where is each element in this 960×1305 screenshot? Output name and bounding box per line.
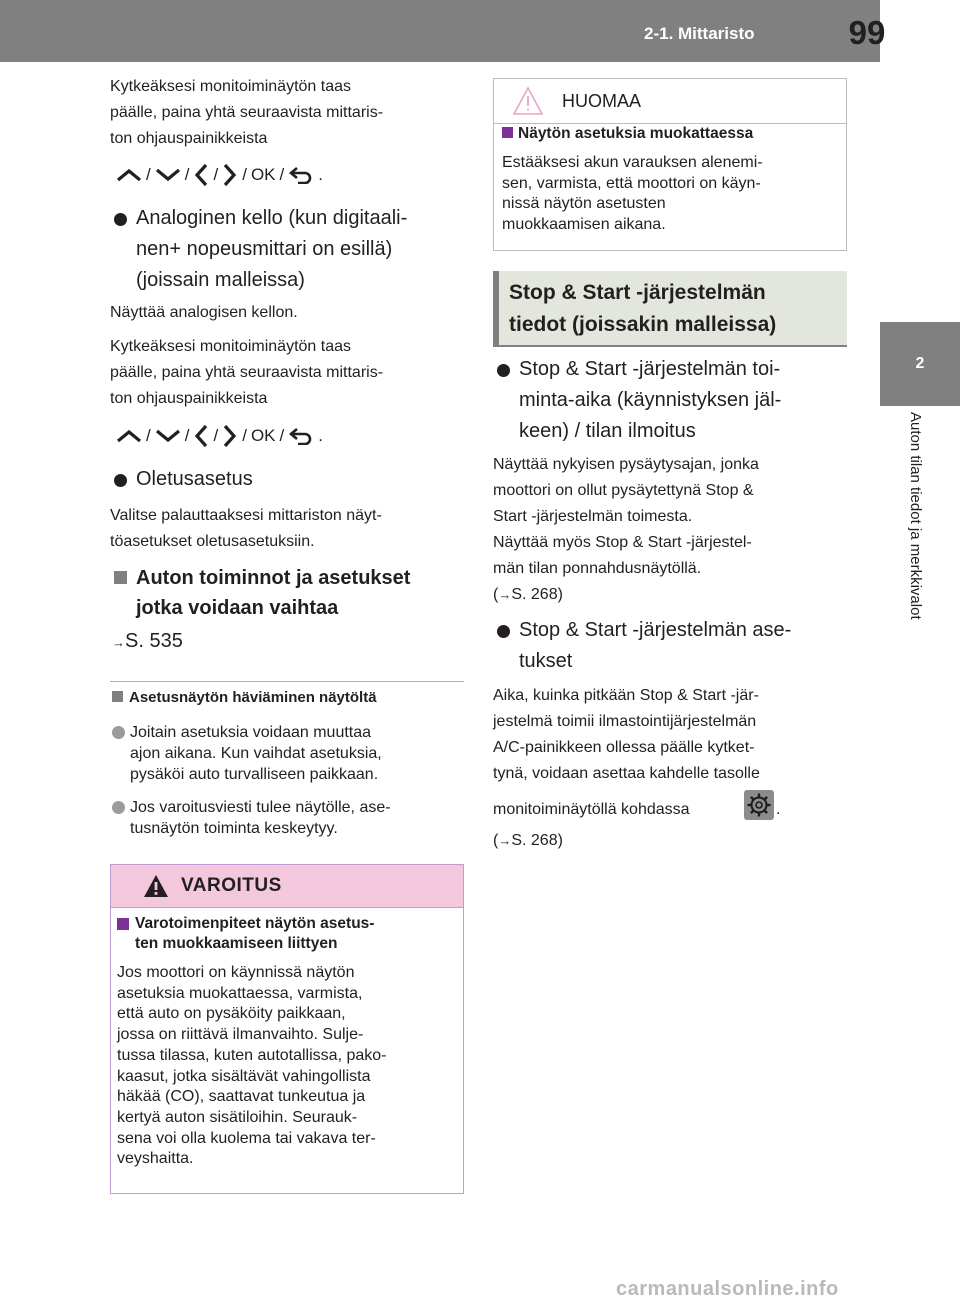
paragraph-analog: Näyttää analogisen kellon. bbox=[110, 304, 298, 321]
text-line: muokkaamisen aikana. bbox=[502, 215, 666, 233]
text-line: moottori on ollut pysäytettynä Stop & bbox=[493, 482, 754, 499]
reference-link[interactable]: (→S. 268) bbox=[493, 586, 563, 603]
text-line: häkää (CO), saattavat tunkeutua ja bbox=[117, 1088, 366, 1106]
chevron-right-icon bbox=[222, 163, 238, 187]
text-line: ton ohjauspainikkeista bbox=[110, 390, 268, 407]
chapter-title-vertical bbox=[904, 412, 930, 692]
text-line: Jos varoitusviesti tulee näytölle, ase- bbox=[130, 799, 391, 816]
reference-text: S. 268 bbox=[511, 832, 558, 849]
text-line: nen+ nopeusmittari on esillä) bbox=[136, 238, 393, 260]
paragraph-stop-start-settings bbox=[493, 683, 845, 787]
sub-heading-functions bbox=[112, 563, 462, 623]
text-line: monitoiminäytöllä kohdassa bbox=[493, 801, 690, 818]
text-line: pysäköi auto turvalliseen paikkaan. bbox=[130, 766, 379, 783]
text-line: tiedot (joissakin malleissa) bbox=[509, 313, 777, 336]
text-line: sena voi olla kuolema tai vakava ter- bbox=[117, 1129, 376, 1147]
text-line: sen, varmista, että moottori on käyn- bbox=[502, 174, 761, 192]
reference-text: S. 535 bbox=[125, 630, 183, 652]
paragraph-stop-start-time bbox=[493, 452, 845, 608]
text-line: tusnäytön toiminta keskeytyy. bbox=[130, 820, 338, 837]
text-line: töasetukset oletusasetuksiin. bbox=[110, 533, 315, 550]
note-item-1 bbox=[112, 722, 464, 785]
separator: / bbox=[279, 426, 285, 445]
separator: / bbox=[242, 165, 247, 184]
square-bullet bbox=[502, 127, 513, 138]
text-line: tukset bbox=[519, 650, 573, 672]
reference-link[interactable] bbox=[112, 630, 183, 653]
text-line: jestelmä toimii ilmastointijärjestelmän bbox=[493, 713, 757, 730]
gear-icon bbox=[744, 790, 774, 820]
heading-underline bbox=[493, 345, 847, 347]
text-line: män tilan ponnahdusnäytöllä. bbox=[493, 560, 702, 577]
text-line: minta-aika (käynnistyksen jäl- bbox=[519, 389, 782, 411]
text-line: Start -järjestelmän toimesta. bbox=[493, 508, 693, 525]
chevron-down-icon bbox=[155, 429, 181, 443]
separator: / bbox=[146, 165, 151, 184]
text-line: Oletusasetus bbox=[136, 468, 253, 490]
text-line: Stop & Start -järjestelmän toi- bbox=[519, 358, 781, 380]
period: . bbox=[776, 801, 781, 818]
text-line: Varotoimenpiteet näytön asetus- bbox=[135, 915, 375, 932]
text-line: (joissain malleissa) bbox=[136, 269, 305, 291]
page-number: 99 bbox=[848, 14, 886, 51]
bullet-analog-clock bbox=[112, 203, 462, 296]
square-bullet bbox=[112, 691, 123, 702]
square-bullet bbox=[114, 571, 127, 584]
text-line: jotka voidaan vaihtaa bbox=[136, 597, 339, 619]
separator: / bbox=[242, 426, 247, 445]
warning-body bbox=[117, 963, 459, 1170]
note-heading-text: Asetusnäytön häviäminen näytöltä bbox=[129, 689, 377, 706]
arrow-right-icon: → bbox=[112, 635, 125, 650]
bullet-dot bbox=[497, 364, 510, 377]
bullet-dot bbox=[112, 726, 125, 739]
square-bullet bbox=[117, 918, 129, 930]
bullet-stop-start-time bbox=[495, 354, 847, 447]
chapter-title: Auton tilan tiedot ja merkkivalot bbox=[907, 412, 924, 620]
bullet-stop-start-settings bbox=[495, 615, 847, 677]
notice-title: HUOMAA bbox=[562, 91, 642, 111]
separator: / bbox=[213, 426, 219, 445]
text-line: ten muokkaamiseen liittyen bbox=[135, 935, 338, 952]
chevron-up-icon bbox=[116, 429, 142, 443]
notice-subtitle-text: Näytön asetuksia muokattaessa bbox=[518, 125, 754, 142]
text-line: päälle, paina yhtä seuraavista mittaris- bbox=[110, 104, 384, 121]
text-line: Näyttää nykyisen pysäytysajan, jonka bbox=[493, 456, 759, 473]
reference-text: S. 268 bbox=[511, 586, 558, 603]
note-heading bbox=[112, 689, 464, 706]
text-line: että auto on pysäköity paikkaan, bbox=[117, 1005, 346, 1023]
note-item-2 bbox=[112, 797, 464, 839]
control-buttons-row-1 bbox=[116, 163, 323, 187]
separator: / bbox=[184, 426, 190, 445]
text-line: Auton toiminnot ja asetukset bbox=[136, 567, 411, 589]
bullet-dot bbox=[497, 625, 510, 638]
text-line: veyshaitta. bbox=[117, 1150, 194, 1168]
separator: / bbox=[213, 165, 219, 184]
section-heading-stop-start bbox=[493, 271, 847, 345]
bullet-default-settings bbox=[112, 464, 462, 495]
watermark: carmanualsonline.info bbox=[616, 1278, 839, 1300]
section-title: 2-1. Mittaristo bbox=[644, 24, 755, 43]
chevron-left-icon bbox=[193, 163, 209, 187]
text-line: Kytkeäksesi monitoiminäytön taas bbox=[110, 78, 351, 95]
text-line: Näyttää myös Stop & Start -järjestel- bbox=[493, 534, 752, 551]
control-buttons-row-2 bbox=[116, 424, 323, 448]
text-line: Estääksesi akun varauksen alenemi- bbox=[502, 154, 763, 171]
divider bbox=[110, 681, 464, 682]
paragraph-default bbox=[110, 503, 460, 555]
text-line: Stop & Start -järjestelmän ase- bbox=[519, 619, 792, 641]
back-arrow-icon bbox=[288, 166, 314, 184]
ok-button-label: OK bbox=[250, 165, 276, 184]
text-line: asetuksia muokattaessa, varmista, bbox=[117, 984, 363, 1002]
text-line: keen) / tilan ilmoitus bbox=[519, 420, 696, 442]
chapter-number: 2 bbox=[915, 355, 925, 372]
text-line: ton ohjauspainikkeista bbox=[110, 130, 268, 147]
text-line: nissä näytön asetusten bbox=[502, 195, 666, 212]
text-line: päälle, paina yhtä seuraavista mittaris- bbox=[110, 364, 384, 381]
text-line: ajon aikana. Kun vaihdat asetuksia, bbox=[130, 745, 382, 762]
text-line: Valitse palauttaaksesi mittariston näyt- bbox=[110, 507, 382, 524]
text-line: kaasut, jotka sisältävät vahingollista bbox=[117, 1067, 371, 1085]
text-line: Analoginen kello (kun digitaali- bbox=[136, 207, 408, 229]
chevron-down-icon bbox=[155, 168, 181, 182]
paragraph-intro-2 bbox=[110, 334, 460, 412]
ok-button-label: OK bbox=[250, 426, 276, 445]
chapter-number-tab bbox=[880, 322, 960, 406]
back-arrow-icon bbox=[288, 427, 314, 445]
chevron-up-icon bbox=[116, 168, 142, 182]
text-line: Joitain asetuksia voidaan muuttaa bbox=[130, 724, 372, 741]
text-line: kertyä auton sisätiloihin. Seurauk- bbox=[117, 1108, 358, 1126]
period: . bbox=[318, 165, 323, 184]
warning-triangle-icon bbox=[143, 874, 169, 898]
text-line: A/C-painikkeen ollessa päälle kytket- bbox=[493, 739, 755, 756]
notice-header bbox=[494, 79, 846, 124]
arrow-right-icon: → bbox=[498, 587, 512, 602]
arrow-right-icon: → bbox=[498, 833, 512, 848]
paragraph-last-line bbox=[493, 797, 690, 823]
text-line: Aika, kuinka pitkään Stop & Start -jär- bbox=[493, 687, 759, 704]
warning-title: VAROITUS bbox=[181, 875, 282, 896]
warning-box bbox=[110, 864, 464, 1194]
text-line: jossa on riittävä ilmanvaihto. Sulje- bbox=[117, 1026, 364, 1044]
chevron-left-icon bbox=[193, 424, 209, 448]
bullet-dot bbox=[112, 801, 125, 814]
reference-link[interactable]: (→S. 268) bbox=[493, 832, 563, 849]
separator: / bbox=[146, 426, 151, 445]
chevron-right-icon bbox=[222, 424, 238, 448]
caution-triangle-icon bbox=[512, 86, 544, 116]
separator: / bbox=[279, 165, 285, 184]
separator: / bbox=[184, 165, 190, 184]
bullet-dot bbox=[114, 213, 127, 226]
warning-header bbox=[111, 865, 463, 908]
settings-icon-box bbox=[744, 790, 774, 820]
text-line: Kytkeäksesi monitoiminäytön taas bbox=[110, 338, 351, 355]
text-line: tussa tilassa, kuten autotallissa, pako- bbox=[117, 1046, 387, 1064]
bullet-dot bbox=[114, 474, 127, 487]
warning-subtitle bbox=[117, 914, 457, 954]
notice-subtitle bbox=[502, 125, 842, 143]
side-tab-top bbox=[886, 0, 960, 312]
text-line: Stop & Start -järjestelmän bbox=[509, 281, 766, 304]
notice-box bbox=[493, 78, 847, 251]
paragraph-intro-1 bbox=[110, 74, 460, 152]
notice-body bbox=[502, 153, 842, 235]
text-line: Jos moottori on käynnissä näytön bbox=[117, 964, 355, 981]
period: . bbox=[318, 426, 323, 445]
text-line: tynä, voidaan asettaa kahdelle tasolle bbox=[493, 765, 760, 782]
